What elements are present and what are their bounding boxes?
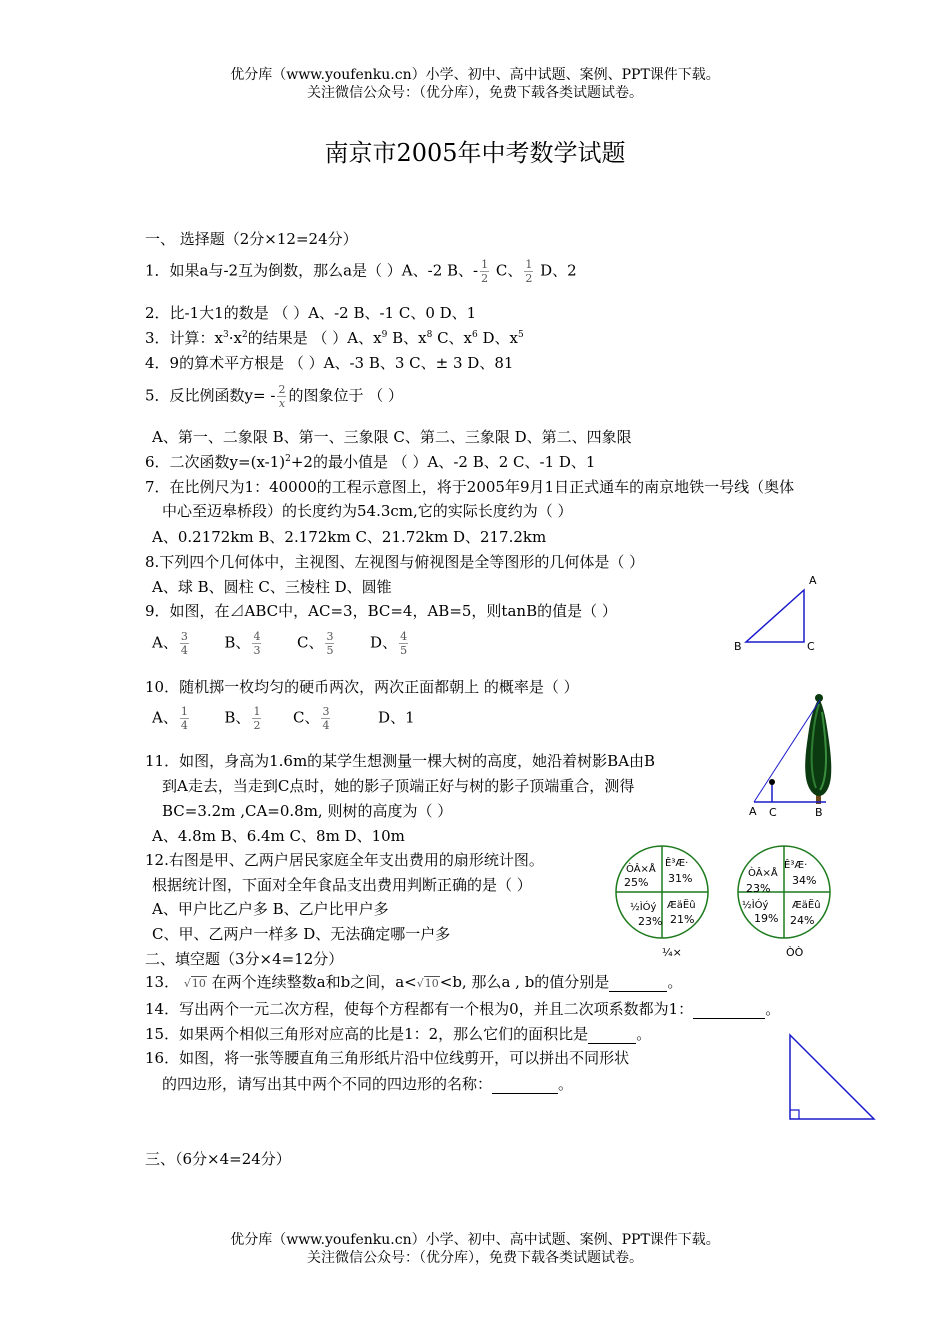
slice-value: 21% — [670, 913, 695, 926]
vertex-b-label: B — [734, 640, 742, 653]
q10-frac-a — [180, 705, 189, 732]
q9-frac-a — [180, 630, 189, 657]
q3-part: ·x — [228, 329, 242, 347]
q3-sup: 3 — [223, 330, 229, 340]
point-b-label: B — [815, 806, 823, 819]
frac-num: 4 — [400, 630, 408, 643]
q16-text: 的四边形，请写出其中两个不同的四边形的名称： — [162, 1075, 493, 1093]
pie-caption: ÒÒ — [786, 946, 804, 959]
question-6 — [145, 451, 595, 472]
radicand: 10 — [424, 977, 439, 990]
triangle-abc-figure — [730, 572, 830, 654]
frac-num: 1 — [253, 705, 261, 718]
q3-part: 3．计算：x — [145, 329, 224, 347]
footer-line-2: 关注微信公众号：（优分库），免费下载各类试题试卷。 — [307, 1250, 643, 1266]
q9-opt-label: B、 — [224, 633, 251, 652]
footer-line-1: 优分库（www.youfenku.cn）小学、初中、高中试题、案例、PPT课件下载。 — [230, 1232, 720, 1248]
question-5-options: A、第一、二象限 B、第一、三象限 C、第二、三象限 D、第二、四象限 — [152, 428, 632, 446]
right-angle-mark — [790, 1110, 799, 1119]
q10-opt-label: C、 — [293, 708, 320, 727]
q6-part: 6．二次函数y=(x-1) — [145, 453, 286, 471]
slice-value: 31% — [668, 872, 693, 885]
question-9-options — [152, 630, 410, 657]
slice-label: ÒÂ×Å — [626, 864, 656, 875]
tree-shadow-figure — [740, 692, 840, 822]
question-3 — [145, 327, 524, 348]
q1-fraction-c — [524, 258, 533, 285]
frac-den: 4 — [322, 719, 330, 732]
q10-opt-label: B、 — [224, 708, 251, 727]
point-a-label: A — [749, 805, 757, 818]
slice-label: ½ÌÓý — [742, 900, 769, 911]
question-5 — [145, 383, 403, 410]
q3-sup: 8 — [426, 330, 433, 340]
section-2-heading: 二、填空题（3分×4=12分） — [145, 950, 344, 968]
slice-value: 23% — [638, 915, 663, 928]
pie-caption: ¼× — [662, 946, 682, 959]
q3-sup: 5 — [518, 330, 524, 340]
question-7-options: A、0.2172km B、2.172km C、21.72km D、217.2km — [152, 528, 547, 546]
question-12-options-1: A、甲户比乙户多 B、乙户比甲户多 — [152, 900, 389, 918]
question-11-options: A、4.8m B、6.4m C、8m D、10m — [152, 827, 405, 845]
question-9: 9．如图，在⊿ABC中，AC=3，BC=4，AB=5，则tanB的值是（ ） — [145, 602, 617, 620]
frac-den: 3 — [253, 644, 261, 657]
question-13 — [145, 971, 682, 992]
header-line-1: 优分库（www.youfenku.cn）小学、初中、高中试题、案例、PPT课件下载。 — [230, 67, 720, 83]
frac-num: 1 — [180, 705, 188, 718]
question-11-line-2: 到A走去，当走到C点时，她的影子顶端正好与树的影子顶端重合，测得 — [162, 777, 635, 795]
right-triangle-figure — [785, 1032, 881, 1124]
slice-label: ÆäËû — [667, 900, 696, 911]
slice-label: Ê³Æ· — [665, 858, 689, 869]
frac-den: 5 — [400, 644, 408, 657]
question-2: 2．比-1大1的数是 （ ）A、-2 B、-1 C、0 D、1 — [145, 304, 477, 322]
pie-chart-household-1 — [612, 846, 712, 962]
q1-option-d: D、2 — [535, 261, 577, 280]
question-12-line-2: 根据统计图，下面对全年食品支出费用判断正确的是（ ） — [152, 876, 532, 894]
slice-value: 24% — [790, 914, 815, 927]
answer-blank[interactable] — [693, 1004, 765, 1019]
slice-label: Ê³Æ· — [784, 860, 808, 871]
slice-value: 19% — [754, 912, 779, 925]
header-line-2: 关注微信公众号：（优分库），免费下载各类试题试卷。 — [307, 85, 643, 101]
frac-den: 4 — [180, 719, 188, 732]
slice-value: 25% — [624, 876, 649, 889]
q3-sup: 2 — [241, 330, 248, 340]
q3-part: 的结果是 （ ）A、x — [247, 329, 382, 347]
question-11-line-3: BC=3.2m ,CA=0.8m, 则树的高度为（ ） — [162, 802, 453, 820]
vertex-c-label: C — [807, 640, 815, 653]
q5-den: x — [278, 397, 286, 410]
q15-text: 15．如果两个相似三角形对应高的比是1：2，那么它们的面积比是 — [145, 1025, 589, 1043]
slice-value: 34% — [792, 874, 817, 887]
sqrt-symbol: √ 10 — [416, 977, 439, 990]
slice-label: ½ÌÓý — [630, 902, 657, 913]
triangle-shape — [746, 590, 804, 642]
q10-frac-c — [321, 705, 330, 732]
frac-den: 2 — [253, 719, 261, 732]
q3-part: C、x — [432, 329, 473, 347]
slice-label: ÆäËû — [792, 900, 821, 911]
q10-opt-d: D、1 — [378, 708, 415, 727]
q6-part: +2的最小值是 （ ）A、-2 B、2 C、-1 D、1 — [290, 453, 596, 471]
q13-number: 13． — [145, 973, 180, 991]
q3-sup: 6 — [472, 330, 478, 340]
q5-fraction — [277, 383, 286, 410]
question-10: 10．随机掷一枚均匀的硬币两次，两次正面都朝上 的概率是（ ） — [145, 678, 579, 696]
q3-part: B、x — [387, 329, 427, 347]
q9-frac-b — [252, 630, 261, 657]
q3-sup: 9 — [381, 330, 388, 340]
q16-end: 。 — [558, 1075, 574, 1093]
question-15 — [145, 1023, 651, 1044]
question-4: 4．9的算术平方根是 （ ）A、-3 B、3 C、± 3 D、81 — [145, 354, 514, 372]
page-title: 南京市2005年中考数学试题 — [324, 139, 626, 167]
question-16-line-1: 16．如图，将一张等腰直角三角形纸片沿中位线剪开，可以拼出不同形状 — [145, 1049, 630, 1067]
triangle-shape — [790, 1035, 874, 1119]
tree-icon — [805, 694, 831, 804]
question-16-line-2 — [162, 1073, 573, 1094]
frac-den: 4 — [180, 644, 188, 657]
q5-part: 5．反比例函数y= - — [145, 386, 276, 405]
q15-end: 。 — [636, 1025, 652, 1043]
question-7-line-2: 中心至迈皋桥段）的长度约为54.3cm,它的实际长度约为（ ） — [162, 502, 573, 520]
section-1-heading: 一、 选择题（2分×12=24分） — [145, 230, 358, 248]
question-1 — [145, 258, 577, 285]
q1-fc-num: 1 — [525, 258, 533, 271]
q1-fb-num: 1 — [481, 258, 489, 271]
sqrt-symbol: √ 10 — [183, 977, 206, 990]
q10-frac-b — [252, 705, 261, 732]
q13-part: <b, 那么a , b的值分别是 — [439, 973, 610, 991]
q1-fc-den: 2 — [525, 272, 533, 285]
q3-part: D、x — [477, 329, 519, 347]
answer-blank[interactable] — [492, 1079, 558, 1094]
answer-blank[interactable] — [609, 977, 667, 992]
frac-num: 4 — [253, 630, 261, 643]
slice-value: 23% — [746, 882, 771, 895]
question-8-options: A、球 B、圆柱 C、三棱柱 D、圆锥 — [152, 578, 392, 596]
q9-frac-d — [399, 630, 408, 657]
frac-num: 3 — [180, 630, 188, 643]
q14-end: 。 — [765, 1000, 781, 1018]
q14-text: 14．写出两个一元二次方程，使每个方程都有一个根为0，并且二次项系数都为1： — [145, 1000, 694, 1018]
question-8: 8.下列四个几何体中，主视图、左视图与俯视图是全等图形的几何体是（ ） — [145, 553, 645, 571]
q9-opt-label: C、 — [297, 633, 324, 652]
q13-part: 在两个连续整数a和b之间，a< — [211, 973, 417, 991]
frac-den: 5 — [326, 644, 334, 657]
q9-opt-label: D、 — [370, 633, 398, 652]
q5-num: 2 — [278, 383, 286, 396]
question-11-line-1: 11．如图，身高为1.6m的某学生想测量一棵大树的高度，她沿着树影BA由B — [145, 752, 656, 770]
question-7-line-1: 7．在比例尺为1：40000的工程示意图上，将于2005年9月1日正式通车的南京地铁一号线（奥体 — [145, 478, 795, 496]
question-12-options-2: C、甲、乙两户一样多 D、无法确定哪一户多 — [152, 925, 451, 943]
question-10-options — [152, 705, 415, 732]
frac-num: 3 — [322, 705, 330, 718]
answer-blank[interactable] — [588, 1029, 636, 1044]
pie-chart-household-2 — [734, 846, 834, 962]
question-14 — [145, 998, 780, 1019]
radicand: 10 — [191, 977, 206, 990]
q10-opt-label: A、 — [152, 708, 178, 727]
question-12-line-1: 12.右图是甲、乙两户居民家庭全年支出费用的扇形统计图。 — [145, 851, 544, 869]
section-3-heading: 三、（6分×4=24分） — [145, 1150, 291, 1168]
q13-part: 。 — [667, 973, 683, 991]
q9-opt-label: A、 — [152, 633, 178, 652]
vertex-a-label: A — [809, 574, 817, 587]
q1-fraction-b — [480, 258, 489, 285]
q9-frac-c — [325, 630, 334, 657]
point-c-label: C — [769, 806, 777, 819]
q6-sup: 2 — [285, 454, 291, 464]
q1-fb-den: 2 — [481, 272, 489, 285]
q1-option-c: C、 — [491, 261, 523, 280]
q1-text: 1．如果a与-2互为倒数，那么a是（ ）A、-2 B、- — [145, 261, 479, 280]
q5-part: 的图象位于 （ ） — [288, 386, 403, 405]
frac-num: 3 — [326, 630, 334, 643]
slice-label: ÒÂ×Å — [748, 868, 778, 879]
person-head-icon — [769, 779, 775, 785]
